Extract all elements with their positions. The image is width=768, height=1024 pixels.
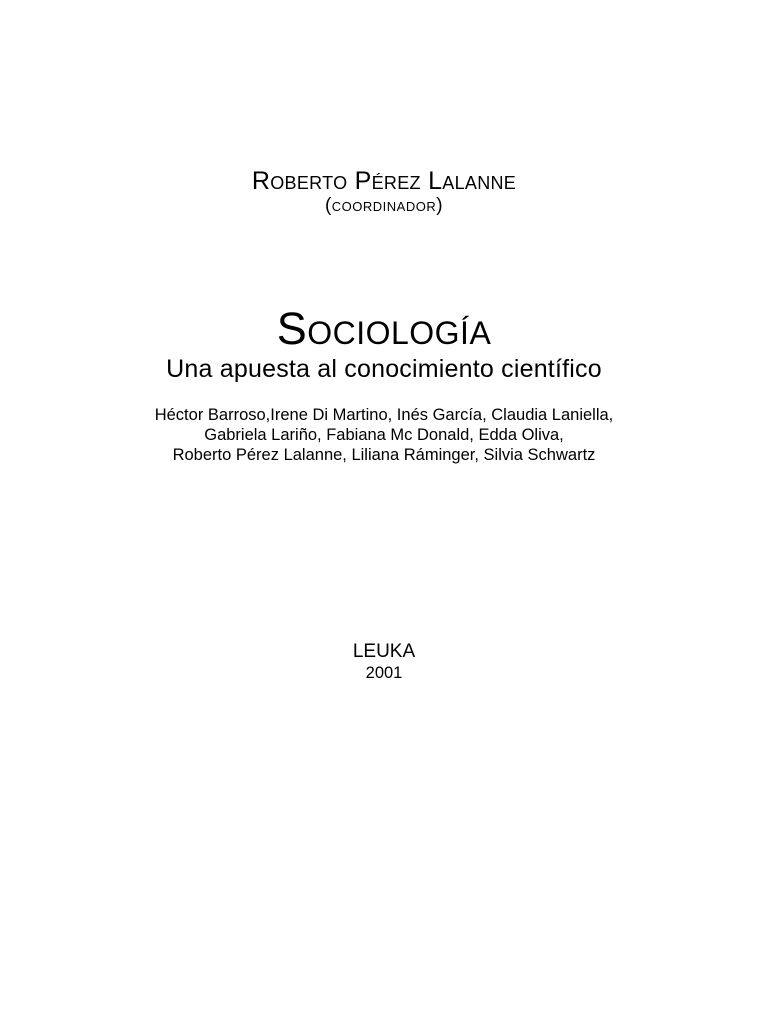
book-title: Sociología — [276, 303, 492, 354]
coordinator-role: (coordinador) — [324, 195, 444, 216]
book-subtitle: Una apuesta al conocimiento científico — [166, 355, 602, 383]
contributors-line-3: Roberto Pérez Lalanne, Liliana Ráminger, Silvia Schwartz — [172, 446, 596, 464]
contributors-list — [0, 405, 768, 465]
coordinator-name: Roberto Pérez Lalanne — [251, 167, 517, 195]
publication-year: 2001 — [365, 664, 403, 682]
contributors-line-2: Gabriela Lariño, Fabiana Mc Donald, Edda Oliva, — [204, 426, 564, 444]
contributors-line-1: Héctor Barroso,Irene Di Martino, Inés García, Claudia Laniella, — [154, 406, 614, 424]
publisher-name: LEUKA — [352, 641, 416, 662]
